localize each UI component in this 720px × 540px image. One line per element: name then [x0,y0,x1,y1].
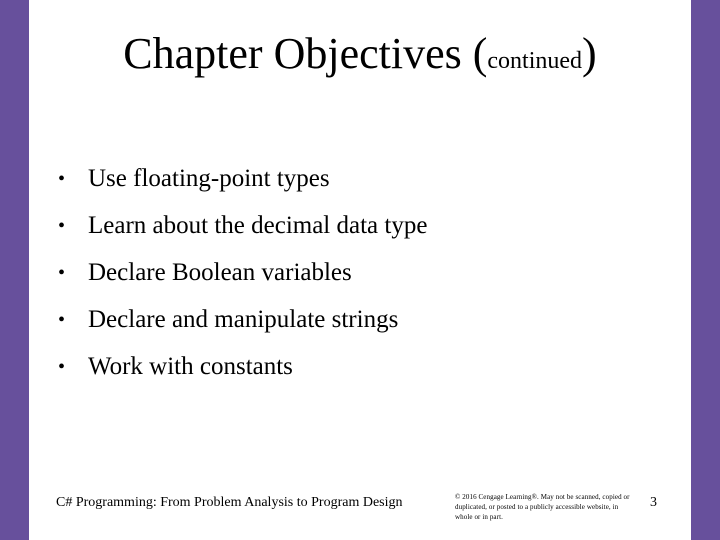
bullet-text: Work with constants [88,353,293,380]
left-decorative-bar [0,0,29,540]
page-number: 3 [650,495,657,510]
bullet-icon: • [58,356,66,378]
bullet-text: Use floating-point types [88,165,330,192]
bullet-item [58,299,427,346]
bullet-icon: • [58,168,66,190]
bullet-item [58,252,427,299]
bullet-text: Declare Boolean variables [88,259,352,286]
bullet-item [58,158,427,205]
slide-title [29,28,691,87]
bullet-text: Learn about the decimal data type [88,212,428,239]
title-continued: continued [487,48,583,74]
bullet-list [58,158,427,393]
footer-course-title: C# Programming: From Problem Analysis to Program Design [56,495,403,510]
right-decorative-bar [691,0,720,540]
bullet-icon: • [58,309,66,331]
bullet-item [58,346,427,393]
bullet-icon: • [58,262,66,284]
footer-copyright: © 2016 Cengage Learning®. May not be scanned, copied or duplicated, or posted to a publicly accessible website, in whole or in part. [455,493,630,521]
title-close-paren: ) [582,29,597,78]
bullet-text: Declare and manipulate strings [88,306,399,333]
title-main: Chapter Objectives ( [123,29,488,78]
bullet-icon: • [58,215,66,237]
bullet-item [58,205,427,252]
